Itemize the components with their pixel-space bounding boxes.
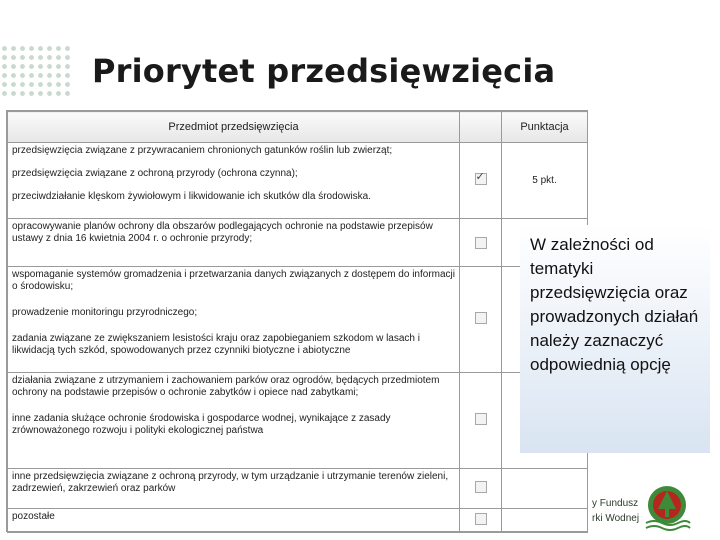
fund-name-text (592, 496, 648, 526)
subject-item: opracowywanie planów ochrony dla obszarów podlegających ochronie na podstawie przepisów ustawy z dnia 16 kwietnia 2004 r. o ochronie przyrody; (12, 221, 433, 244)
table-row (8, 267, 588, 373)
header-points: Punktacja (502, 112, 588, 143)
header-subject: Przedmiot przedsięwzięcia (8, 112, 460, 143)
checkmark-icon: ✓ (475, 171, 485, 183)
decorative-dot-pattern (0, 44, 72, 98)
priority-checkbox[interactable] (475, 312, 487, 324)
subject-cell (8, 219, 460, 267)
subject-item: inne zadania służące ochronie środowiska i gospodarce wodnej, wynikające z zasady zrównoważonego rozwoju i polityki ekologicznej państwa (12, 413, 391, 436)
table-header-row (8, 112, 588, 143)
priority-checkbox[interactable] (475, 237, 487, 249)
subject-item: pozostałe (12, 511, 55, 522)
table-row (8, 373, 588, 469)
slide-title: Priorytet przedsięwzięcia (92, 52, 556, 90)
priority-checkbox[interactable] (475, 413, 487, 425)
subject-cell (8, 267, 460, 373)
subject-item: przedsięwzięcia związane z przywracaniem chronionych gatunków roślin lub zwierząt; (12, 145, 393, 156)
subject-item: przedsięwzięcia związane z ochroną przyrody (ochrona czynna); (12, 168, 298, 179)
header-check (460, 112, 502, 143)
points-cell (502, 469, 588, 509)
points-cell (502, 509, 588, 533)
check-cell (460, 469, 502, 509)
priority-table-screenshot (6, 110, 588, 532)
fund-logo-icon (642, 483, 692, 533)
fund-name-line: y Fundusz (592, 498, 639, 509)
priority-table (7, 111, 588, 533)
priority-checkbox[interactable] (475, 173, 487, 185)
check-cell (460, 219, 502, 267)
instruction-callout: W zależności od tematyki przedsięwzięcia oraz prowadzonych działań należy zaznaczyć odpowiednią opcję (520, 225, 710, 453)
check-cell (460, 373, 502, 469)
priority-checkbox[interactable] (475, 481, 487, 493)
subject-cell (8, 143, 460, 219)
subject-item: prowadzenie monitoringu przyrodniczego; (12, 307, 198, 318)
check-cell (460, 267, 502, 373)
subject-item: inne przedsięwzięcia związane z ochroną przyrody, w tym urządzanie i utrzymanie terenów zieleni, zadrzewień, zakrzewień oraz parków (12, 471, 449, 494)
subject-item: działania związane z utrzymaniem i zachowaniem parków oraz ogrodów, będących przedmiotem ochrony na podstawie przepisów o ochronie zabytków i opiece nad zabytkami; (12, 375, 440, 398)
table-row (8, 469, 588, 509)
subject-cell (8, 509, 460, 533)
subject-item: wspomaganie systemów gromadzenia i przetwarzania danych związanych z dostępem do informacji o środowisku; (12, 269, 455, 292)
check-cell (460, 143, 502, 219)
table-row (8, 219, 588, 267)
subject-cell (8, 373, 460, 469)
subject-item: zadania związane ze zwiększaniem lesistości kraju oraz zapobieganiem szkodom w lasach i likwidacją tych szkód, spowodowanych przez czynniki biotyczne i abiotyczne (12, 333, 420, 356)
subject-cell (8, 469, 460, 509)
priority-checkbox[interactable] (475, 513, 487, 525)
table-row (8, 143, 588, 219)
points-cell: 5 pkt. (502, 143, 588, 219)
subject-item: przeciwdziałanie klęskom żywiołowym i likwidowanie ich skutków dla środowiska. (12, 191, 372, 202)
check-cell (460, 509, 502, 533)
table-row (8, 509, 588, 533)
fund-name-line: rki Wodnej (592, 513, 640, 524)
